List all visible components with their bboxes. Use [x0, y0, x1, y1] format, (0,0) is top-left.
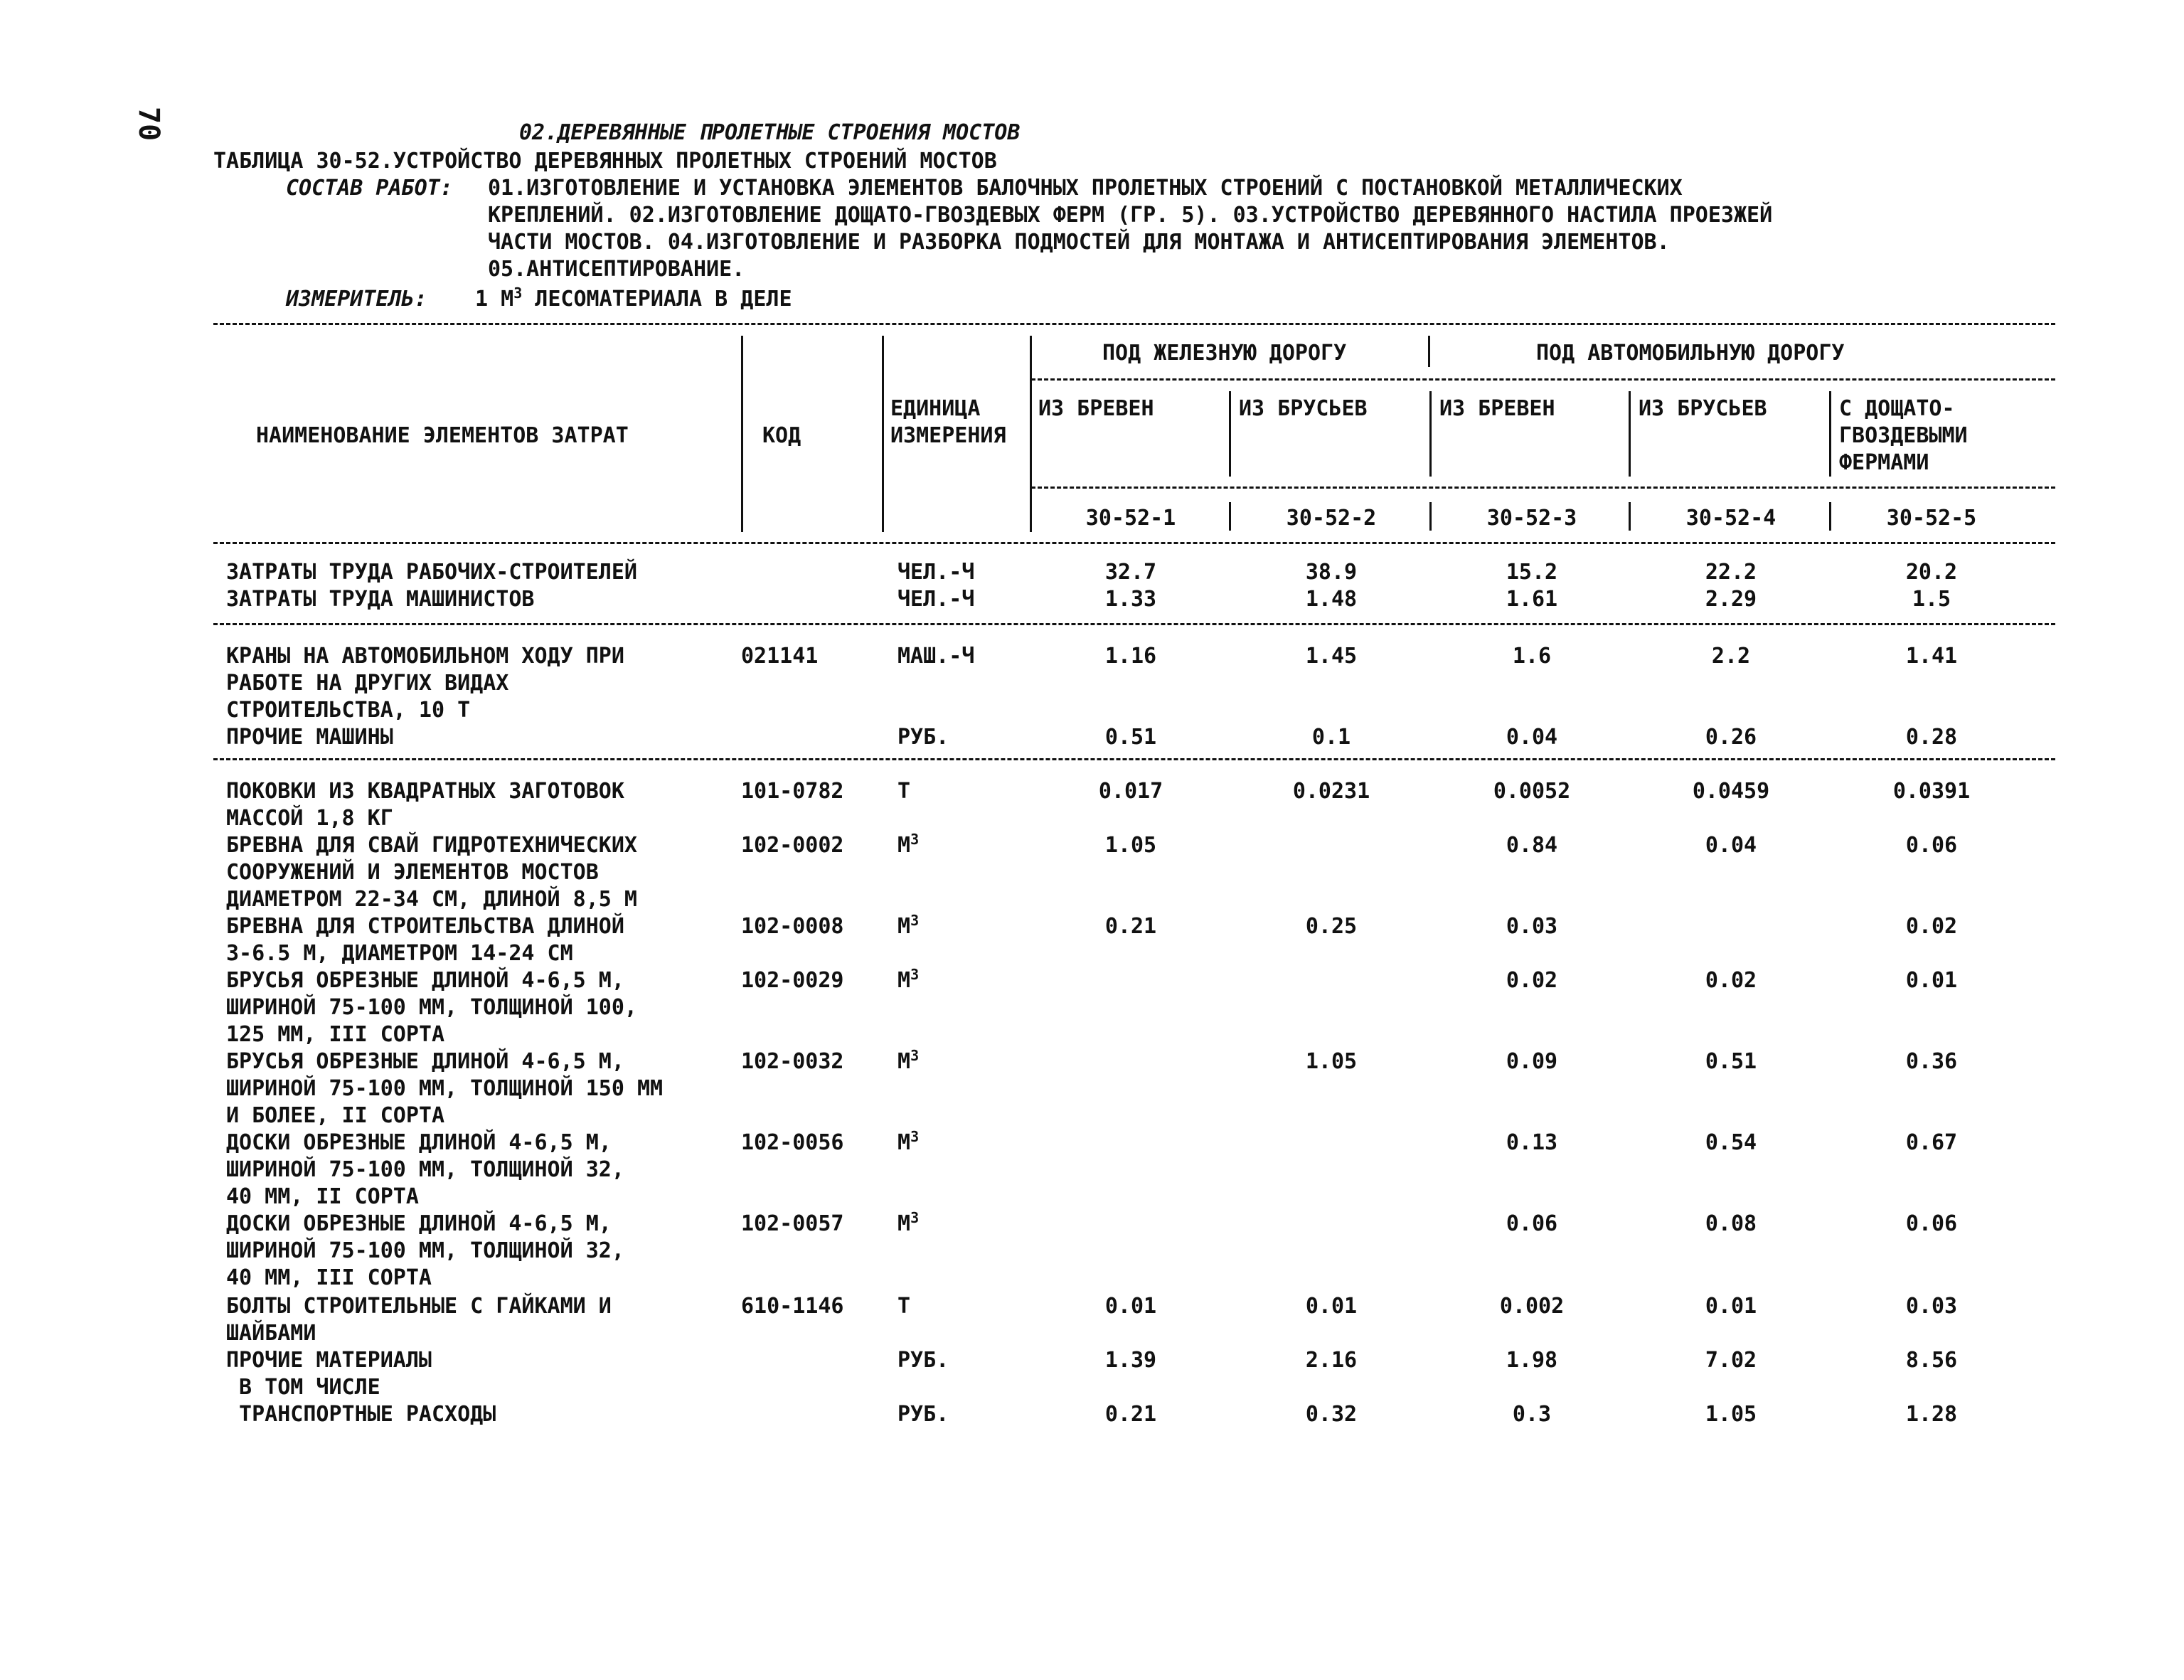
vbar-unit-left [882, 336, 884, 532]
row-2-value-4: 2.2 [1711, 644, 1751, 669]
row-2-value-2: 1.45 [1305, 644, 1358, 669]
row-10-value-4: 0.08 [1705, 1211, 1757, 1236]
row-6-value-2: 0.25 [1305, 914, 1358, 939]
row-13-name-line-0: ТРАНСПОРТНЫЕ РАСХОДЫ [226, 1402, 496, 1427]
row-11-code: 610-1146 [741, 1294, 844, 1319]
row-6-unit: $М^3$ [897, 912, 920, 939]
row-13-unit: РУБ. [897, 1402, 949, 1427]
row-13-value-4: 1.05 [1705, 1402, 1757, 1427]
row-13-value-3: 0.3 [1512, 1402, 1552, 1427]
vbar-code-1 [1229, 502, 1231, 531]
row-12-value-2: 2.16 [1305, 1348, 1358, 1373]
row-1-name-line-0: ЗАТРАТЫ ТРУДА МАШИНИСТОВ [226, 587, 535, 612]
row-3-value-2: 0.1 [1311, 725, 1351, 750]
row-7-name-line-1: ШИРИНОЙ 75-100 ММ, ТОЛЩИНОЙ 100, [226, 995, 637, 1020]
row-5-value-4: 0.04 [1705, 833, 1757, 858]
vbar-sub-2 [1429, 391, 1432, 477]
row-13-value-1: 0.21 [1104, 1402, 1157, 1427]
work-line-3: ЧАСТИ МОСТОВ. 04.ИЗГОТОВЛЕНИЕ И РАЗБОРКА ПОДМОСТЕЙ ДЛЯ МОНТАЖА И АНТИСЕПТИРОВАНИЯ ЭЛЕМЕНТОВ. [488, 230, 1670, 255]
row-5-name-line-1: СООРУЖЕНИЙ И ЭЛЕМЕНТОВ МОСТОВ [226, 860, 599, 885]
row-11-value-5: 0.03 [1905, 1294, 1958, 1319]
vbar-values-left [1030, 336, 1032, 532]
row-9-code: 102-0056 [741, 1130, 844, 1155]
row-1-value-4: 2.29 [1705, 587, 1757, 612]
row-3-value-1: 0.51 [1104, 725, 1157, 750]
header-unit-1: ЕДИНИЦА [890, 396, 981, 421]
row-2-name-line-2: СТРОИТЕЛЬСТВА, 10 Т [226, 698, 471, 723]
row-4-name-line-0: ПОКОВКИ ИЗ КВАДРАТНЫХ ЗАГОТОВОК [226, 779, 624, 804]
header-code-3: 30-52-3 [1486, 506, 1577, 531]
work-label: СОСТАВ РАБОТ: [286, 176, 453, 201]
row-7-unit-sup: 3 [910, 966, 920, 983]
work-line-2: КРЕПЛЕНИЙ. 02.ИЗГОТОВЛЕНИЕ ДОЩАТО-ГВОЗДЕВЫХ ФЕРМ (ГР. 5). 03.УСТРОЙСТВО ДЕРЕВЯННОГО НАСТИЛА ПРОЕЗЖЕЙ [488, 203, 1773, 228]
vbar-code-4 [1829, 502, 1831, 531]
row-10-unit: $М^3$ [897, 1209, 920, 1236]
row-5-value-3: 0.84 [1506, 833, 1558, 858]
measure-label: ИЗМЕРИТЕЛЬ: [286, 287, 427, 312]
row-7-unit: $М^3$ [897, 966, 920, 993]
row-8-value-3: 0.09 [1506, 1049, 1558, 1074]
row-5-name-line-0: БРЕВНА ДЛЯ СВАЙ ГИДРОТЕХНИЧЕСКИХ [226, 833, 637, 858]
row-7-value-4: 0.02 [1705, 968, 1757, 993]
row-8-code: 102-0032 [741, 1049, 844, 1074]
row-13-value-5: 1.28 [1905, 1402, 1958, 1427]
row-3-value-5: 0.28 [1905, 725, 1958, 750]
row-9-name-line-0: ДОСКИ ОБРЕЗНЫЕ ДЛИНОЙ 4-6,5 М, [226, 1130, 612, 1155]
row-5-code: 102-0002 [741, 833, 844, 858]
row-0-value-1: 32.7 [1104, 560, 1157, 585]
row-5-value-1: 1.05 [1104, 833, 1157, 858]
row-0-value-5: 20.2 [1905, 560, 1958, 585]
row-3-name-line-0: ПРОЧИЕ МАШИНЫ [226, 725, 393, 750]
row-10-name-line-2: 40 ММ, III СОРТА [226, 1265, 432, 1290]
row-12-name-line-1: В ТОМ ЧИСЛЕ [226, 1375, 380, 1400]
section-title: 02.ДЕРЕВЯННЫЕ ПРОЛЕТНЫЕ СТРОЕНИЯ МОСТОВ [519, 120, 1021, 145]
row-9-value-5: 0.67 [1905, 1130, 1958, 1155]
header-code-1: 30-52-1 [1085, 506, 1176, 531]
row-3-unit: РУБ. [897, 725, 949, 750]
row-4-unit: Т [897, 779, 911, 804]
header-code: КОД [762, 423, 801, 448]
page-number: 70 [132, 107, 165, 142]
header-code-2: 30-52-2 [1286, 506, 1377, 531]
header-sub-3: ИЗ БРЕВЕН [1439, 396, 1555, 421]
row-4-value-1: 0.017 [1098, 779, 1163, 804]
row-8-unit: $М^3$ [897, 1047, 920, 1074]
row-6-code: 102-0008 [741, 914, 844, 939]
header-top-rule [213, 323, 2055, 325]
row-4-code: 101-0782 [741, 779, 844, 804]
row-8-value-5: 0.36 [1905, 1049, 1958, 1074]
row-8-name-line-2: И БОЛЕЕ, II СОРТА [226, 1103, 445, 1128]
row-12-value-1: 1.39 [1104, 1348, 1157, 1373]
row-2-value-5: 1.41 [1905, 644, 1958, 669]
header-sub-1: ИЗ БРЕВЕН [1038, 396, 1154, 421]
row-6-value-1: 0.21 [1104, 914, 1157, 939]
row-6-unit-sup: 3 [910, 912, 920, 929]
header-sub-5-line-1: С ДОЩАТО- [1839, 396, 1955, 421]
row-1-value-3: 1.61 [1506, 587, 1558, 612]
row-8-unit-sup: 3 [910, 1047, 920, 1064]
row-12-unit: РУБ. [897, 1348, 949, 1373]
row-7-name-line-2: 125 ММ, III СОРТА [226, 1022, 445, 1047]
header-sub-4: ИЗ БРУСЬЕВ [1639, 396, 1767, 421]
row-11-value-3: 0.002 [1499, 1294, 1565, 1319]
row-2-name-line-0: КРАНЫ НА АВТОМОБИЛЬНОМ ХОДУ ПРИ [226, 644, 624, 669]
measure-value [475, 286, 792, 313]
row-9-name-line-2: 40 ММ, II СОРТА [226, 1184, 419, 1209]
row-11-unit: Т [897, 1294, 911, 1319]
row-9-value-4: 0.54 [1705, 1130, 1757, 1155]
row-4-name-line-1: МАССОЙ 1,8 КГ [226, 806, 393, 831]
row-9-value-3: 0.13 [1506, 1130, 1558, 1155]
vbar-code-3 [1629, 502, 1631, 531]
row-8-name-line-0: БРУСЬЯ ОБРЕЗНЫЕ ДЛИНОЙ 4-6,5 М, [226, 1049, 624, 1074]
row-7-name-line-0: БРУСЬЯ ОБРЕЗНЫЕ ДЛИНОЙ 4-6,5 М, [226, 968, 624, 993]
work-line-1: 01.ИЗГОТОВЛЕНИЕ И УСТАНОВКА ЭЛЕМЕНТОВ БАЛОЧНЫХ ПРОЛЕТНЫХ СТРОЕНИЙ С ПОСТАНОВКОЙ МЕТАЛЛИЧЕСКИХ [488, 176, 1683, 201]
row-4-value-2: 0.0231 [1292, 779, 1370, 804]
header-name: НАИМЕНОВАНИЕ ЭЛЕМЕНТОВ ЗАТРАТ [256, 423, 629, 448]
row-12-value-4: 7.02 [1705, 1348, 1757, 1373]
row-12-value-3: 1.98 [1506, 1348, 1558, 1373]
row-6-name-line-1: 3-6.5 М, ДИАМЕТРОМ 14-24 СМ [226, 941, 573, 966]
row-8-value-4: 0.51 [1705, 1049, 1757, 1074]
row-6-value-5: 0.02 [1905, 914, 1958, 939]
row-9-unit: $М^3$ [897, 1128, 920, 1155]
row-7-value-3: 0.02 [1506, 968, 1558, 993]
measure-value-pre: 1 М [475, 287, 514, 312]
row-7-code: 102-0029 [741, 968, 844, 993]
measure-sup: 3 [513, 285, 523, 302]
row-12-name-line-0: ПРОЧИЕ МАТЕРИАЛЫ [226, 1348, 432, 1373]
row-11-value-2: 0.01 [1305, 1294, 1358, 1319]
row-9-name-line-1: ШИРИНОЙ 75-100 ММ, ТОЛЩИНОЙ 32, [226, 1157, 624, 1182]
row-0-unit: ЧЕЛ.-Ч [897, 560, 975, 585]
header-code-4: 30-52-4 [1685, 506, 1777, 531]
vbar-sub-4 [1829, 391, 1831, 477]
row-13-value-2: 0.32 [1305, 1402, 1358, 1427]
row-3-value-4: 0.26 [1705, 725, 1757, 750]
row-2-code: 021141 [741, 644, 819, 669]
vbar-sub-3 [1629, 391, 1631, 477]
row-1-value-2: 1.48 [1305, 587, 1358, 612]
row-5-value-5: 0.06 [1905, 833, 1958, 858]
row-4-value-3: 0.0052 [1493, 779, 1571, 804]
row-12-value-5: 8.56 [1905, 1348, 1958, 1373]
row-5-name-line-2: ДИАМЕТРОМ 22-34 СМ, ДЛИНОЙ 8,5 М [226, 887, 637, 912]
header-sub-5-line-3: ФЕРМАМИ [1839, 450, 1929, 475]
row-10-name-line-1: ШИРИНОЙ 75-100 ММ, ТОЛЩИНОЙ 32, [226, 1238, 624, 1263]
vbar-code-left [741, 336, 743, 532]
row-8-name-line-1: ШИРИНОЙ 75-100 ММ, ТОЛЩИНОЙ 150 ММ [226, 1076, 664, 1101]
row-0-value-4: 22.2 [1705, 560, 1757, 585]
row-10-code: 102-0057 [741, 1211, 844, 1236]
row-1-unit: ЧЕЛ.-Ч [897, 587, 975, 612]
row-5-unit: $М^3$ [897, 831, 920, 858]
row-10-name-line-0: ДОСКИ ОБРЕЗНЫЕ ДЛИНОЙ 4-6,5 М, [226, 1211, 612, 1236]
row-2-unit: МАШ.-Ч [897, 644, 975, 669]
header-sub-5-line-2: ГВОЗДЕВЫМИ [1839, 423, 1968, 448]
row-5-unit-sup: 3 [910, 831, 920, 848]
row-3-value-3: 0.04 [1506, 725, 1558, 750]
row-7-value-5: 0.01 [1905, 968, 1958, 993]
group-rule [1031, 378, 2055, 381]
header-bottom-rule [213, 542, 2055, 544]
row-4-value-5: 0.0391 [1892, 779, 1971, 804]
header-sub-2: ИЗ БРУСЬЕВ [1239, 396, 1368, 421]
row-4-value-4: 0.0459 [1692, 779, 1770, 804]
row-10-unit-sup: 3 [910, 1209, 920, 1226]
row-6-name-line-0: БРЕВНА ДЛЯ СТРОИТЕЛЬСТВА ДЛИНОЙ [226, 914, 624, 939]
section-rule-machines [213, 758, 2055, 760]
section-rule-labor [213, 623, 2055, 625]
vbar-group-divider [1428, 336, 1430, 367]
row-10-value-3: 0.06 [1506, 1211, 1558, 1236]
header-group-auto: ПОД АВТОМОБИЛЬНУЮ ДОРОГУ [1536, 341, 1845, 366]
vbar-sub-1 [1229, 391, 1231, 477]
row-11-name-line-1: ШАЙБАМИ [226, 1321, 316, 1346]
row-1-value-1: 1.33 [1104, 587, 1157, 612]
row-11-value-1: 0.01 [1104, 1294, 1157, 1319]
row-0-value-2: 38.9 [1305, 560, 1358, 585]
code-rule [1031, 487, 2055, 489]
row-11-name-line-0: БОЛТЫ СТРОИТЕЛЬНЫЕ С ГАЙКАМИ И [226, 1294, 612, 1319]
row-0-value-3: 15.2 [1506, 560, 1558, 585]
row-2-value-1: 1.16 [1104, 644, 1157, 669]
row-11-value-4: 0.01 [1705, 1294, 1757, 1319]
vbar-code-2 [1429, 502, 1432, 531]
header-unit-2: ИЗМЕРЕНИЯ [890, 423, 1006, 448]
header-group-rail: ПОД ЖЕЛЕЗНУЮ ДОРОГУ [1102, 341, 1347, 366]
row-0-name-line-0: ЗАТРАТЫ ТРУДА РАБОЧИХ-СТРОИТЕЛЕЙ [226, 560, 637, 585]
row-8-value-2: 1.05 [1305, 1049, 1358, 1074]
row-1-value-5: 1.5 [1912, 587, 1951, 612]
row-9-unit-sup: 3 [910, 1128, 920, 1145]
table-title: ТАБЛИЦА 30-52.УСТРОЙСТВО ДЕРЕВЯННЫХ ПРОЛЕТНЫХ СТРОЕНИЙ МОСТОВ [213, 149, 997, 174]
header-code-5: 30-52-5 [1886, 506, 1977, 531]
measure-value-post: ЛЕСОМАТЕРИАЛА В ДЕЛЕ [522, 287, 792, 312]
row-6-value-3: 0.03 [1506, 914, 1558, 939]
row-2-name-line-1: РАБОТЕ НА ДРУГИХ ВИДАХ [226, 671, 509, 696]
row-2-value-3: 1.6 [1512, 644, 1552, 669]
row-10-value-5: 0.06 [1905, 1211, 1958, 1236]
work-line-4: 05.АНТИСЕПТИРОВАНИЕ. [488, 257, 745, 282]
